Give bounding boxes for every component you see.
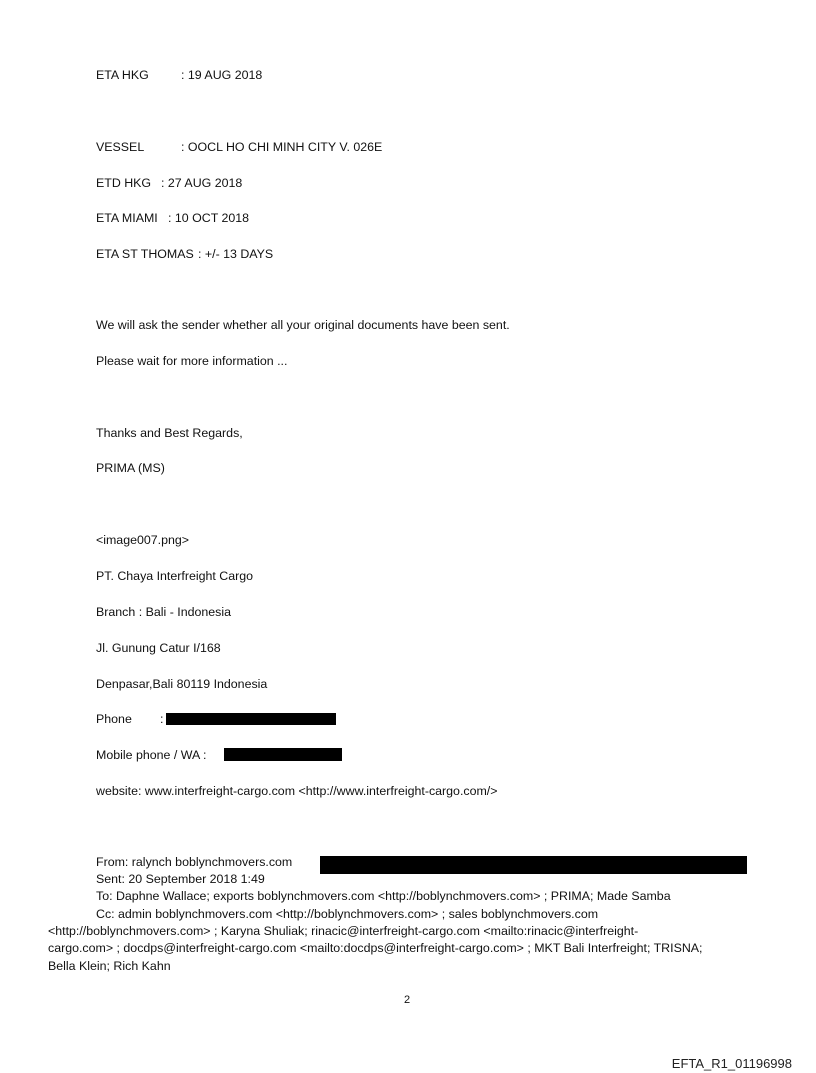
body-line: Please wait for more information ... xyxy=(96,354,288,368)
website-link[interactable]: website: www.interfreight-cargo.com <http://www.interfreight-cargo.com/> xyxy=(96,784,498,798)
phone-colon: : xyxy=(160,712,164,726)
etd-hkg-label: ETD HKG xyxy=(96,176,152,190)
vessel-label: VESSEL xyxy=(96,140,145,154)
email-cc: Bella Klein; Rich Kahn xyxy=(48,959,171,973)
eta-hkg-value: : 19 AUG 2018 xyxy=(181,68,263,82)
email-sent: Sent: 20 September 2018 1:49 xyxy=(96,872,265,886)
from-redaction xyxy=(320,856,747,874)
document-id: EFTA_R1_01196998 xyxy=(671,1056,792,1071)
signature-company: PT. Chaya Interfreight Cargo xyxy=(96,569,254,583)
email-to: To: Daphne Wallace; exports boblynchmovers.com <http://boblynchmovers.com> ; PRIMA; Made Samba xyxy=(96,889,671,903)
eta-miami-label: ETA MIAMI xyxy=(96,211,158,225)
signature-address-1: Jl. Gunung Catur I/168 xyxy=(96,641,221,655)
signature-closing: Thanks and Best Regards, xyxy=(96,426,243,440)
eta-miami-value: : 10 OCT 2018 xyxy=(168,211,250,225)
signature-branch: Branch : Bali - Indonesia xyxy=(96,605,231,619)
email-cc: Cc: admin boblynchmovers.com <http://boblynchmovers.com> ; sales boblynchmovers.com xyxy=(96,907,599,921)
eta-hkg-label: ETA HKG xyxy=(96,68,149,82)
phone-redaction xyxy=(166,713,336,725)
email-cc: cargo.com> ; docdps@interfreight-cargo.com <mailto:docdps@interfreight-cargo.com> ; MKT Bali Interfreight; TRISNA; xyxy=(48,941,703,955)
mobile-redaction xyxy=(224,748,342,761)
eta-st-thomas-value: : +/- 13 DAYS xyxy=(198,247,274,261)
email-from: From: ralynch boblynchmovers.com xyxy=(96,855,293,869)
signature-address-2: Denpasar,Bali 80119 Indonesia xyxy=(96,677,268,691)
eta-st-thomas-label: ETA ST THOMAS xyxy=(96,247,194,261)
signature-image-placeholder: <image007.png> xyxy=(96,533,190,547)
phone-label: Phone xyxy=(96,712,132,726)
mobile-label: Mobile phone / WA : xyxy=(96,748,207,762)
signature-name: PRIMA (MS) xyxy=(96,461,165,475)
body-line: We will ask the sender whether all your original documents have been sent. xyxy=(96,318,510,332)
etd-hkg-value: : 27 AUG 2018 xyxy=(161,176,243,190)
email-cc: <http://boblynchmovers.com> ; Karyna Shuliak; rinacic@interfreight-cargo.com <mailto:rinacic@interfreight- xyxy=(48,924,639,938)
page-number: 2 xyxy=(404,994,411,1006)
vessel-value: : OOCL HO CHI MINH CITY V. 026E xyxy=(181,140,383,154)
